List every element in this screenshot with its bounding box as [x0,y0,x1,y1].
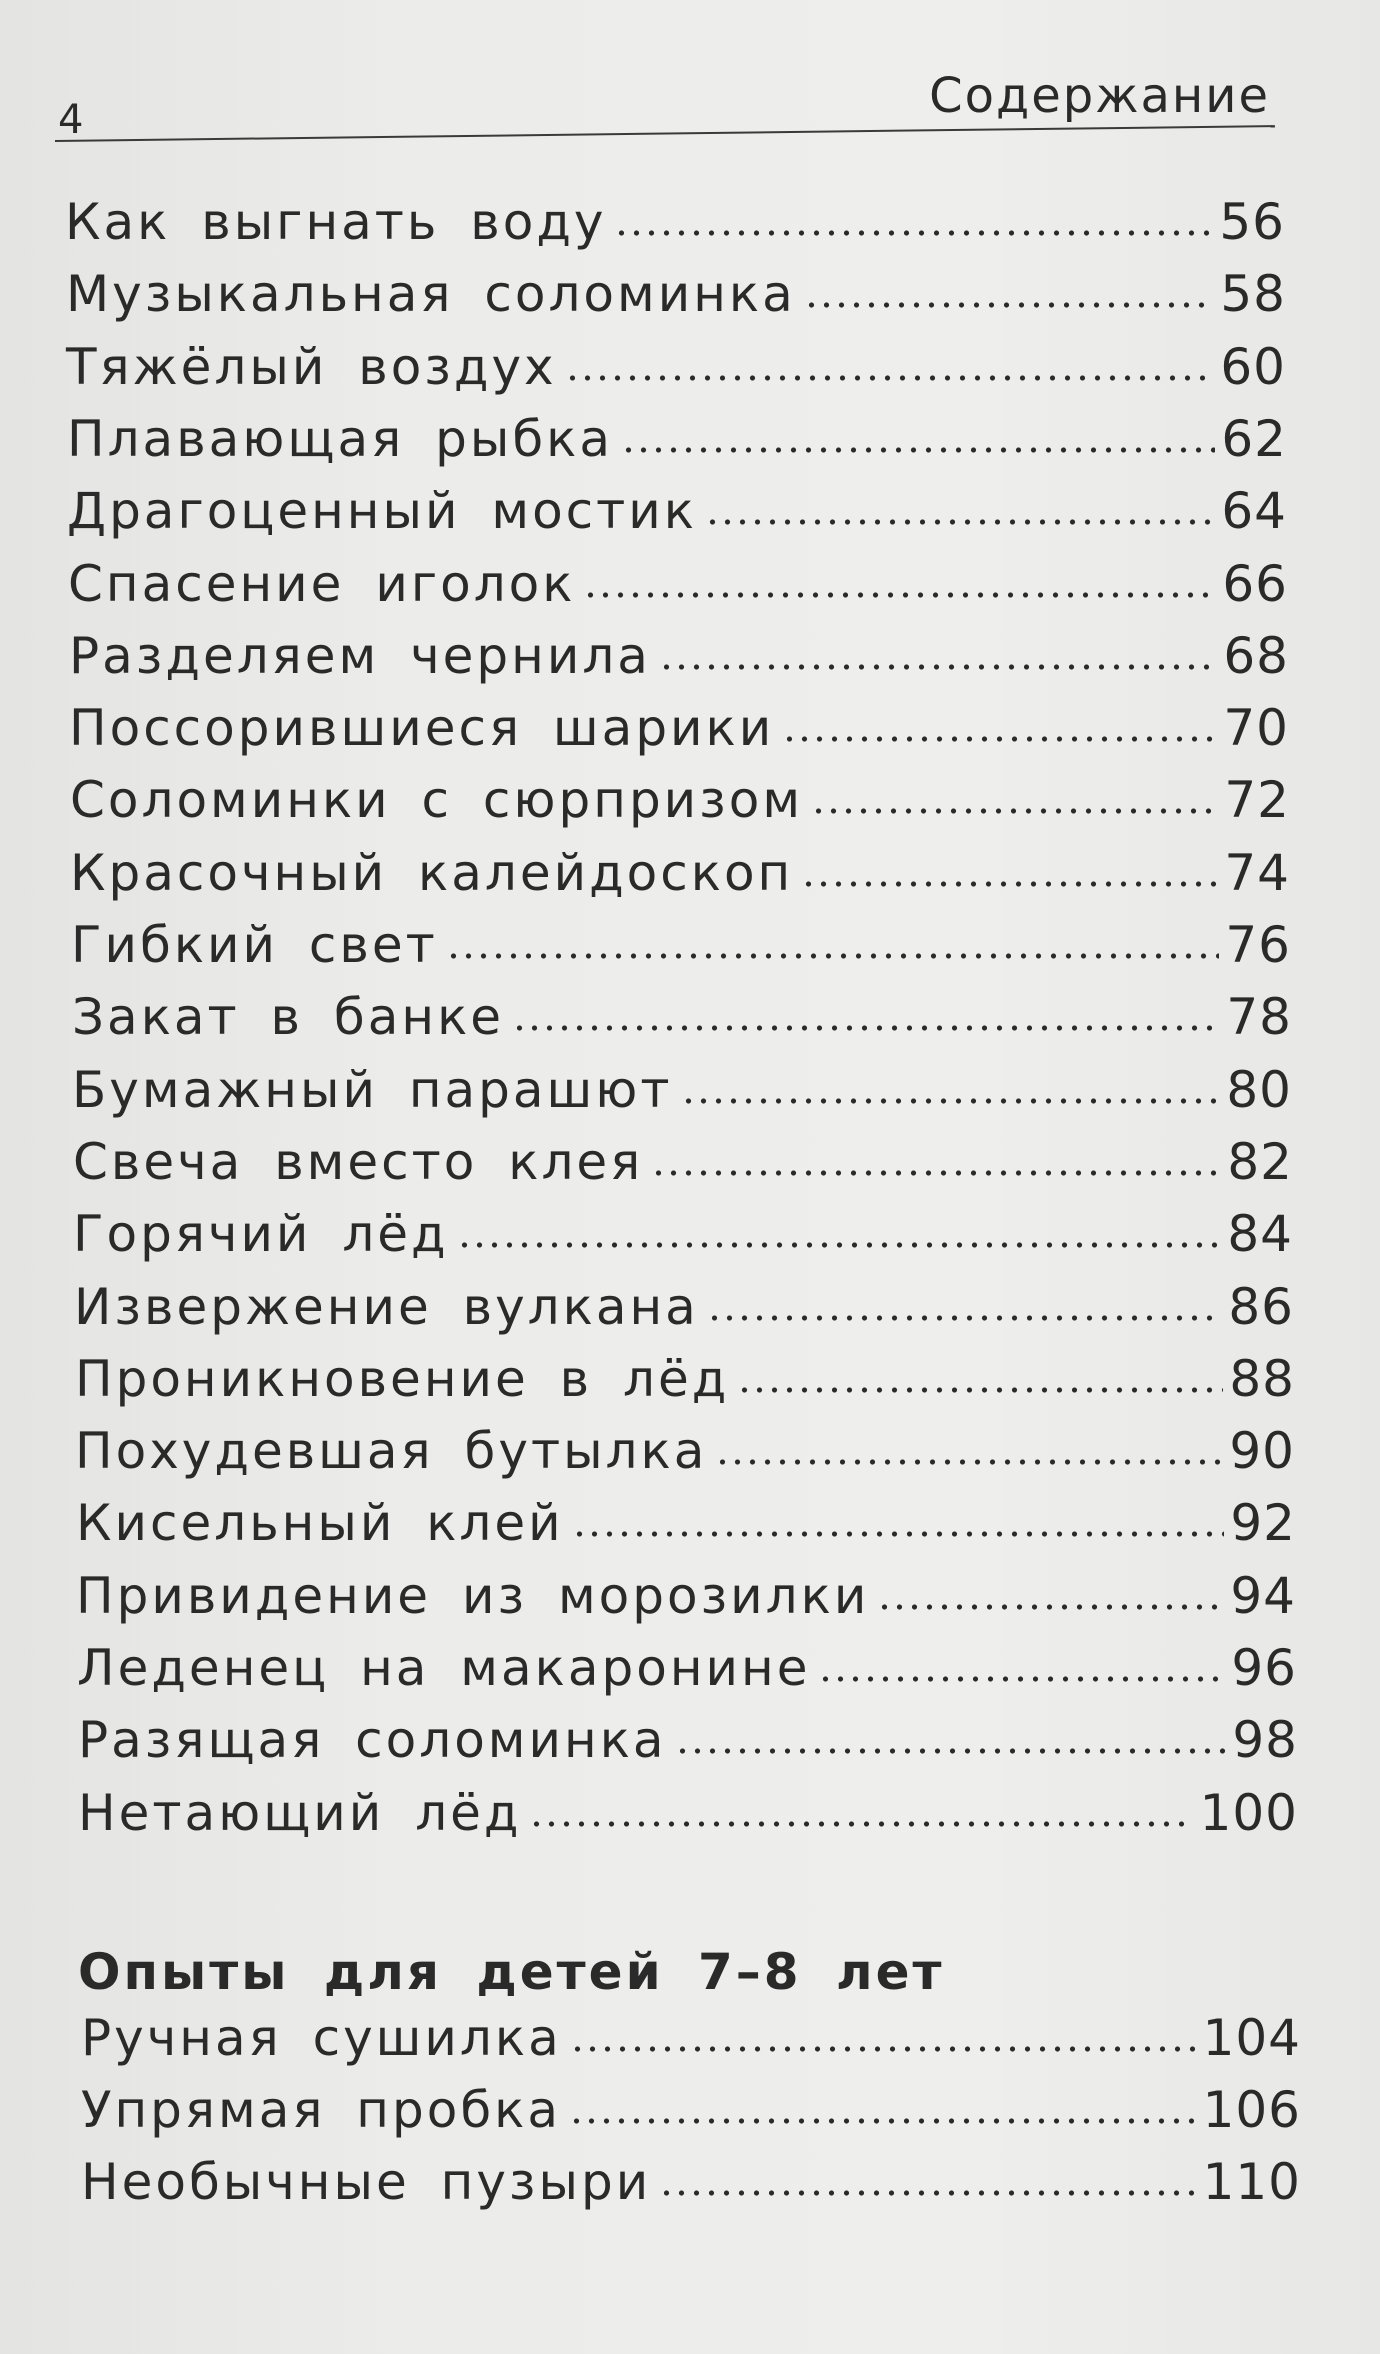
toc-entry-page-number: 100 [1199,1783,1298,1842]
dot-leader [801,877,1218,891]
toc-entry-page-number: 106 [1202,2081,1301,2139]
toc-entry [71,913,1291,977]
toc-entry [73,1202,1293,1266]
toc-entry-title: Драгоценный мостик [67,482,697,541]
toc-entry [77,1636,1297,1700]
dot-leader [446,949,1220,963]
toc-entry-page-number: 60 [1220,337,1286,396]
toc-entry-page-number: 66 [1222,554,1288,613]
toc-entry-page-number: 68 [1223,626,1289,685]
toc-entry-page-number: 62 [1221,409,1287,468]
toc-entry [78,1781,1298,1845]
toc-entry [75,1347,1295,1411]
dot-leader [614,226,1213,240]
toc-entry [81,2078,1301,2142]
toc-entry-page-number: 86 [1228,1277,1294,1336]
toc-entry-title: Соломинки с сюрпризом [70,771,804,830]
toc-entry-page-number: 78 [1226,988,1292,1047]
running-head: Содержание [929,68,1270,124]
toc-entry-page-number: 98 [1232,1711,1298,1770]
toc-entry [68,552,1288,616]
toc-entry-page-number: 110 [1202,2153,1301,2211]
dot-leader [659,2186,1196,2200]
toc-entry [66,335,1286,399]
toc-entry [67,407,1287,471]
toc-entry-page-number: 56 [1219,193,1285,251]
dot-leader [583,588,1216,602]
toc-entry-page-number: 88 [1229,1349,1295,1408]
toc-entry-title: Кисельный клей [76,1494,564,1553]
toc-entry-title: Нетающий лёд [78,1783,522,1842]
dot-leader [569,2114,1197,2128]
toc-entry-title: Необычные пузыри [81,2153,652,2211]
dot-leader [675,1744,1227,1758]
toc-entry-title: Горячий лёд [73,1205,449,1264]
dot-leader [877,1600,1224,1614]
toc-entry-title: Плавающая рыбка [67,409,613,468]
toc-entry-title: Спасение иголок [68,554,576,613]
dot-leader [715,1455,1223,1469]
dot-leader [659,660,1217,674]
toc-entry-page-number: 82 [1227,1132,1293,1191]
toc-entry-title: Привидение из морозилки [76,1566,870,1625]
toc-entry-page-number: 76 [1225,916,1291,974]
dot-leader [529,1817,1193,1831]
toc-entry-title: Красочный калейдоскоп [70,843,794,902]
toc-entry [76,1564,1296,1628]
toc-entry [69,696,1289,760]
toc-entry [70,841,1290,905]
toc-entry-title: Разделяем чернила [69,626,651,685]
section-heading: Опыты для детей 7–8 лет [78,1943,945,2001]
toc-entry-title: Похудевшая бутылка [75,1422,708,1481]
toc-entry-title: Гибкий свет [71,916,438,974]
dot-leader [457,1238,1222,1252]
dot-leader [621,443,1215,457]
toc-entry-page-number: 70 [1223,699,1289,758]
dot-leader [818,1672,1225,1686]
dot-leader [512,1021,1220,1035]
toc-entry-title: Бумажный парашют [72,1060,673,1119]
page-number: 4 [58,97,85,143]
dot-leader [570,2042,1197,2056]
toc-entry-page-number: 58 [1220,265,1286,324]
toc-entry-page-number: 90 [1229,1422,1295,1481]
toc-entry [74,1275,1294,1339]
dot-leader [565,371,1215,385]
toc-entry-title: Извержение вулкана [74,1277,699,1336]
toc-entry-page-number: 74 [1224,843,1290,902]
dot-leader [651,1166,1221,1180]
toc-entry [73,1130,1293,1194]
toc-entry-title: Упрямая пробка [81,2081,562,2139]
dot-leader [572,1527,1225,1541]
dot-leader [811,804,1218,818]
toc-entry-title: Проникновение в лёд [75,1349,730,1408]
dot-leader [681,1094,1221,1108]
toc-entry [81,2150,1301,2214]
toc-entry [81,2006,1301,2070]
dot-leader [782,732,1217,746]
toc-entry-title: Свеча вместо клея [73,1132,644,1191]
toc-entry-page-number: 64 [1221,482,1287,541]
toc-entry-title: Ручная сушилка [81,2009,562,2067]
dot-leader [737,1383,1223,1397]
toc-entry [75,1419,1295,1483]
toc-entry-title: Леденец на макаронине [77,1639,811,1697]
toc-entry [65,190,1285,254]
toc-entry-page-number: 96 [1231,1639,1297,1697]
toc-entry-title: Тяжёлый воздух [66,337,557,396]
dot-leader [705,515,1215,529]
toc-entry-page-number: 72 [1224,771,1290,830]
toc-entry-title: Разящая соломинка [78,1711,667,1770]
toc-entry [76,1491,1296,1555]
toc-entry-page-number: 84 [1227,1205,1293,1264]
dot-leader [707,1311,1223,1325]
toc-entry-page-number: 80 [1226,1060,1292,1119]
toc-entry-page-number: 92 [1230,1494,1296,1553]
toc-entry [69,624,1289,688]
toc-entry-title: Музыкальная соломинка [66,265,796,324]
toc-entry-title: Закат в банке [72,988,505,1047]
toc-entry [70,768,1290,832]
toc-entry [78,1708,1298,1772]
toc-entry-page-number: 104 [1202,2009,1301,2067]
toc-entry-title: Как выгнать воду [65,193,607,251]
toc-entry [67,479,1287,543]
toc-entry [66,262,1286,326]
toc-entry [72,985,1292,1049]
dot-leader [804,298,1215,312]
toc-entry-title: Поссорившиеся шарики [69,699,775,758]
toc-entry [72,1058,1292,1122]
toc-entry-page-number: 94 [1230,1566,1296,1625]
